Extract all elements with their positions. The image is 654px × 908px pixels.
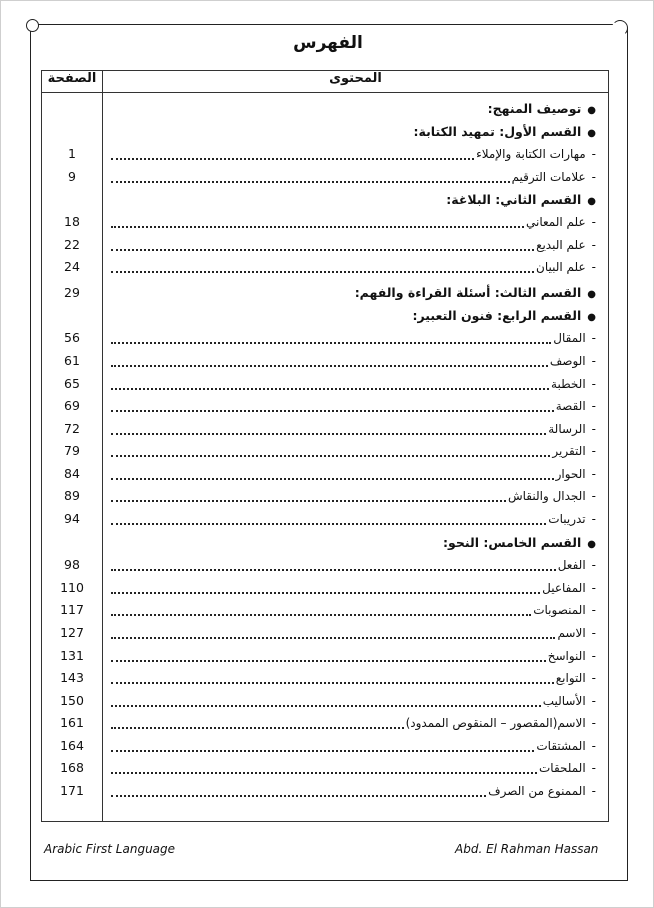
toc-entry-text: الاسم(المقصور – المنقوص الممدود) xyxy=(405,716,586,730)
toc-entry-text: الفعل xyxy=(557,558,586,572)
toc-item xyxy=(551,374,596,394)
toc-item xyxy=(558,555,596,575)
toc-page-number: 84 xyxy=(64,466,80,481)
toc-item xyxy=(536,257,596,277)
dot-leader xyxy=(111,555,556,571)
toc-page-number: 9 xyxy=(68,169,76,184)
toc-item xyxy=(533,600,596,620)
toc-section-heading xyxy=(355,283,596,305)
toc-item xyxy=(536,235,596,255)
toc-page-number: 117 xyxy=(60,602,84,617)
dash-marker: - xyxy=(591,147,596,161)
dash-marker: - xyxy=(591,671,596,685)
toc-entry-text: المقال xyxy=(553,331,586,345)
dot-leader xyxy=(111,328,551,344)
toc-section-heading xyxy=(413,306,596,328)
dot-leader xyxy=(111,441,550,457)
dot-leader xyxy=(111,646,546,662)
toc-page-number: 56 xyxy=(64,330,80,345)
toc-entry-text: الجدال والنقاش xyxy=(507,489,586,503)
bullet-icon: ● xyxy=(587,105,596,116)
toc-page-number: 1 xyxy=(68,146,76,161)
toc-page-number: 164 xyxy=(60,738,84,753)
dot-leader xyxy=(111,396,554,412)
dot-leader xyxy=(111,351,548,367)
toc-entry-text: الأساليب xyxy=(542,694,586,708)
dot-leader xyxy=(111,419,546,435)
toc-entry-text: المفاعيل xyxy=(542,581,586,595)
dot-leader xyxy=(111,486,506,502)
dot-leader xyxy=(111,691,541,707)
dot-leader xyxy=(111,212,524,228)
toc-item xyxy=(512,167,596,187)
toc-item xyxy=(539,758,596,778)
toc-page-number: 89 xyxy=(64,488,80,503)
toc-entry-text: الممنوع من الصرف xyxy=(488,784,586,798)
scroll-curl-left xyxy=(26,19,39,32)
toc-item xyxy=(553,328,596,348)
toc-entry-text: القسم الثاني: البلاغة: xyxy=(446,192,582,207)
dash-marker: - xyxy=(591,603,596,617)
toc-section-heading xyxy=(488,99,596,121)
dash-marker: - xyxy=(591,489,596,503)
toc-item xyxy=(556,396,596,416)
dash-marker: - xyxy=(591,331,596,345)
dot-leader xyxy=(111,600,531,616)
toc-entry-text: الاسم xyxy=(557,626,586,640)
dash-marker: - xyxy=(591,444,596,458)
toc-entry-text: التوابع xyxy=(555,671,586,685)
dot-leader xyxy=(111,509,546,525)
toc-entry-text: القسم الرابع: فنون التعبير: xyxy=(412,308,582,323)
bullet-icon: ● xyxy=(587,539,596,550)
dot-leader xyxy=(111,668,554,684)
toc-entry-text: الحوار xyxy=(555,467,586,481)
toc-page-number: 72 xyxy=(64,421,80,436)
dash-marker: - xyxy=(591,399,596,413)
dot-leader xyxy=(111,781,486,797)
page-number-column xyxy=(42,93,103,822)
toc-entry-text: القسم الخامس: النحو: xyxy=(443,535,582,550)
dot-leader xyxy=(111,257,534,273)
dash-marker: - xyxy=(591,377,596,391)
dot-leader xyxy=(111,235,534,251)
dash-marker: - xyxy=(591,170,596,184)
dash-marker: - xyxy=(591,260,596,274)
toc-entry-text: القسم الأول: تمهيد الكتابة: xyxy=(413,124,582,139)
dash-marker: - xyxy=(591,739,596,753)
toc-page-number: 127 xyxy=(60,625,84,640)
dot-leader xyxy=(111,736,534,752)
toc-entry-text: الخطبة xyxy=(551,377,586,391)
dot-leader xyxy=(111,758,537,774)
dash-marker: - xyxy=(591,354,596,368)
toc-entry-text: علم البديع xyxy=(536,238,586,252)
toc-item xyxy=(548,509,596,529)
dash-marker: - xyxy=(591,761,596,775)
toc-page-number: 22 xyxy=(64,237,80,252)
toc-page-number: 24 xyxy=(64,259,80,274)
toc-item xyxy=(548,646,596,666)
toc-entry-text: النواسخ xyxy=(547,649,586,663)
content-column-header: المحتوى xyxy=(103,71,609,93)
toc-page-number: 168 xyxy=(60,760,84,775)
toc-page-number: 61 xyxy=(64,353,80,368)
toc-section-heading xyxy=(443,533,596,555)
toc-entry-text: علامات الترقيم xyxy=(511,170,586,184)
toc-entry-text: المنصوبات xyxy=(533,603,586,617)
dot-leader xyxy=(111,713,404,729)
dash-marker: - xyxy=(591,649,596,663)
dot-leader xyxy=(111,144,474,160)
toc-table xyxy=(41,70,609,822)
page-title: الفهرس xyxy=(293,33,363,53)
toc-entry-text: الوصف xyxy=(549,354,586,368)
dash-marker: - xyxy=(591,512,596,526)
toc-page-number: 94 xyxy=(64,511,80,526)
bullet-icon: ● xyxy=(587,312,596,323)
toc-entry-text: تدريبات xyxy=(548,512,586,526)
content-column xyxy=(103,93,609,822)
toc-entry-text: المشتقات xyxy=(536,739,586,753)
toc-section-heading xyxy=(414,122,596,144)
toc-page-number: 171 xyxy=(60,783,84,798)
footer-subject: Arabic First Language xyxy=(44,842,176,856)
toc-page-number: 143 xyxy=(60,670,84,685)
toc-item xyxy=(552,441,596,461)
toc-entry-text: علم المعاني xyxy=(526,215,586,229)
toc-item xyxy=(476,144,596,164)
toc-entry-text: القصة xyxy=(555,399,586,413)
toc-item xyxy=(548,419,596,439)
toc-item xyxy=(526,212,596,232)
dot-leader xyxy=(111,167,510,183)
dash-marker: - xyxy=(591,422,596,436)
toc-entry-text: علم البيان xyxy=(536,260,586,274)
bullet-icon: ● xyxy=(587,196,596,207)
toc-page-number: 150 xyxy=(60,693,84,708)
toc-entry-text: التقرير xyxy=(552,444,586,458)
dash-marker: - xyxy=(591,716,596,730)
bullet-icon: ● xyxy=(587,128,596,139)
toc-entry-text: القسم الثالث: أسئلة القراءة والفهم: xyxy=(354,285,582,300)
dot-leader xyxy=(111,464,554,480)
toc-page-number: 65 xyxy=(64,376,80,391)
dash-marker: - xyxy=(591,215,596,229)
toc-item xyxy=(406,713,596,733)
dash-marker: - xyxy=(591,581,596,595)
dash-marker: - xyxy=(591,238,596,252)
toc-entry-text: الرسالة xyxy=(548,422,586,436)
toc-page-number: 69 xyxy=(64,398,80,413)
toc-item xyxy=(488,781,596,801)
toc-item xyxy=(556,668,596,688)
toc-entry-text: الملحقات xyxy=(538,761,586,775)
toc-page-number: 29 xyxy=(64,285,80,300)
toc-page-number: 18 xyxy=(64,214,80,229)
bullet-icon: ● xyxy=(587,289,596,300)
toc-item xyxy=(536,736,596,756)
toc-page-number: 79 xyxy=(64,443,80,458)
dash-marker: - xyxy=(591,467,596,481)
page-column-header: الصفحة xyxy=(42,71,103,93)
toc-item xyxy=(542,578,596,598)
toc-entry-text: مهارات الكتابة والإملاء xyxy=(476,147,586,161)
toc-entry-text: توصيف المنهج: xyxy=(487,101,582,116)
toc-page-number: 110 xyxy=(60,580,84,595)
toc-item xyxy=(543,691,596,711)
toc-section-heading xyxy=(446,190,596,212)
toc-item xyxy=(557,623,596,643)
toc-page-number: 131 xyxy=(60,648,84,663)
toc-page-number: 98 xyxy=(64,557,80,572)
toc-item xyxy=(550,351,596,371)
dash-marker: - xyxy=(591,784,596,798)
toc-item xyxy=(508,486,596,506)
dash-marker: - xyxy=(591,694,596,708)
dot-leader xyxy=(111,623,555,639)
dash-marker: - xyxy=(591,558,596,572)
dot-leader xyxy=(111,374,549,390)
dot-leader xyxy=(111,578,540,594)
footer-author: Abd. El Rahman Hassan xyxy=(455,842,599,856)
toc-page-number: 161 xyxy=(60,715,84,730)
dash-marker: - xyxy=(591,626,596,640)
toc-item xyxy=(556,464,596,484)
